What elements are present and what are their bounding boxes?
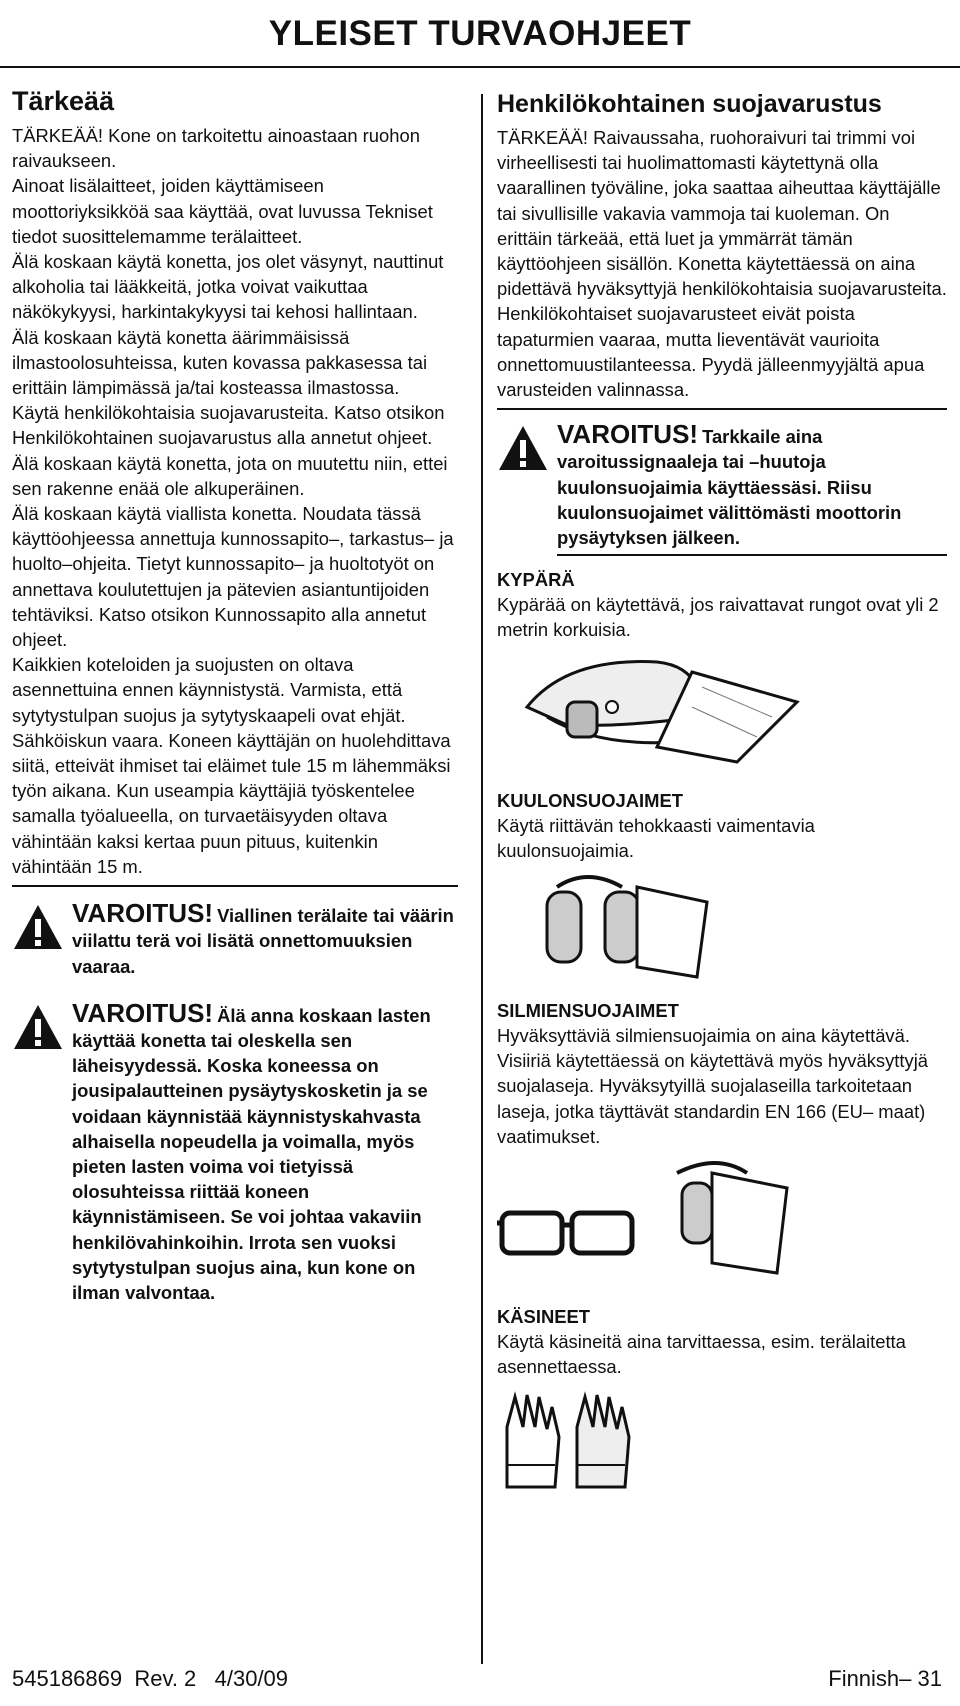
important-para-6: Älä koskaan käytä viallista konetta. Noudata tässä käyttöohjeessa annettuja kunnossapito–, tarkastus– ja huolto–ohjeita. Tietyt kunnossapito– ja huoltotyöt on annettava koulutettujen ja pätevien asiantuntijoiden tehtäviksi. Katso otsikon Kunnossapito alla annetut ohjeet. xyxy=(12,503,454,651)
gloves-text: Käytä käsineitä aina tarvittaessa, esim. terälaitetta asennettaessa. xyxy=(497,1331,906,1378)
warning-blade-head: VAROITUS! xyxy=(72,898,214,929)
warning-hearing xyxy=(497,419,947,556)
header-rule xyxy=(0,66,960,68)
warning-triangle-icon xyxy=(497,424,549,472)
gloves-title: KÄSINEET xyxy=(497,1306,590,1328)
warning-children-text: Älä anna koskaan lasten käyttää konetta tai oleskella sen läheisyydessä. Koska koneessa on jousipalautteinen pysäytyskosketin ja se voidaan käynnistää käynnistyskahvasta alhaisella nopeudella ja voimalla, myös pieten lasten voima voi tietyissä olosuhteissa riittää koneen käynnistämiseen. Se voi johtaa vakaviin henkilövahinkoihin. Irrota sen vuoksi sytytystulpan suojus aina, kun kone on ilman valvontaa. xyxy=(72,1004,431,1303)
warning-hearing-head: VAROITUS! xyxy=(557,419,699,450)
important-para-2: Ainoat lisälaitteet, joiden käyttämiseen moottoriyksikköä saa käyttää, ovat luvussa Tekniset tiedot suosittelemamme terälaitteet. xyxy=(12,175,433,247)
left-column xyxy=(12,86,458,1305)
warning-blade xyxy=(12,898,458,979)
helmet-illustration xyxy=(507,647,807,777)
footer-page-number: Finnish– 31 xyxy=(828,1666,942,1691)
eye-text: Hyväksyttäviä silmiensuojaimia on aina käytettävä. Visiiriä käytettäessä on käytettävä myös hyväksyttyjä suojalaseja. Hyväksytyillä suojalaseilla tarkoitetaan laseja, jotka täyttävät standardin EN 166 (EU– maat) vaatimukset. xyxy=(497,1025,929,1147)
warning-blade-text: Viallinen terälaite tai väärin viilattu terä voi lisätä onnettomuuksien vaaraa. xyxy=(72,905,454,977)
warning-triangle-icon xyxy=(12,1003,64,1051)
gloves-illustration xyxy=(497,1387,657,1497)
important-para-4: Älä koskaan käytä konetta äärimmäisissä ilmastoolosuhteissa, kuten kovassa pakkasessa tai erittäin lämpimässä ja/tai kosteassa ilmastossa. xyxy=(12,326,428,399)
ppe-important-body xyxy=(497,125,947,402)
important-box xyxy=(12,123,458,887)
warning-triangle-icon xyxy=(12,903,64,951)
warning-children xyxy=(12,997,458,1305)
ppe-box xyxy=(497,90,947,410)
important-heading: Tärkeää xyxy=(12,86,115,116)
ppe-important-text: Raivaussaha, ruohoraivuri tai trimmi voi virheellisesti tai huolimattomasti käytettynä olla vaarallinen työväline, joka saattaa aiheuttaa käyttäjälle tai sivullisille vakavia vammoja tai kuoleman. On erittäin tärkeää, että luet ja ymmärrät tämän käyttöohjeen sisällön. Konetta käytettäessä on aina pidettävä hyväksyttyjä henkilökohtaisia suojavarusteita. Henkilökohtaiset suojavarusteet eivät poista tapaturmien vaaraa, mutta lieventävät vaurioita onnettomuustilanteessa. Pyydä jälleenmyyjältä apua varusteiden valinnassa. xyxy=(497,127,947,401)
earmuff-illustration xyxy=(527,867,727,987)
important-para-3: Älä koskaan käytä konetta, jos olet väsynyt, nauttinut alkoholia tai lääkkeitä, jotka voivat vaikuttaa näkökykyysi, harkintakykyysi tai kehosi hallintaan. xyxy=(12,251,444,323)
ppe-heading: Henkilökohtainen suojavarustus xyxy=(497,90,882,118)
important-para-5: Käytä henkilökohtaisia suojavarusteita. Katso otsikon Henkilökohtainen suojavarustus alla annetut ohjeet. Älä koskaan käytä konetta, jota on muutettu niin, ettei sen rakenne enää ole alkuperäinen. xyxy=(12,402,448,499)
important-body xyxy=(12,123,458,879)
warning-children-head: VAROITUS! xyxy=(72,997,214,1028)
eye-title: SILMIENSUOJAIMET xyxy=(497,1000,679,1022)
helmet-text: Kypärää on käytettävä, jos raivattavat rungot ovat yli 2 metrin korkuisia. xyxy=(497,594,939,641)
warning-hearing-text: Tarkkaile aina varoitussignaaleja tai –huutoja kuulonsuojaimia käyttäessäsi. Riisu kuulonsuojaimet välittömästi moottorin pysäytyksen jälkeen. xyxy=(557,426,902,549)
footer-doc-info: 545186869 Rev. 2 4/30/09 xyxy=(12,1666,289,1691)
ear-title: KUULONSUOJAIMET xyxy=(497,789,683,811)
important-para-7: Kaikkien koteloiden ja suojusten on oltava asennettuina ennen käynnistystä. Varmista, että sytytystulpan suojus ja sytytyskaapeli ovat ehjät. Sähköiskun vaara. Koneen käyttäjän on huolehdittava siitä, etteivät ihmiset tai eläimet tule 15 m lähemmäksi työn aikana. Kun useampia käyttäjiä työskentelee samalla työalueella, on turvaetäisyyden oltava vähintään kaksi kertaa puun pituus, kuitenkin vähintään 15 m. xyxy=(12,654,451,877)
important-label: TÄRKEÄÄ! xyxy=(12,125,103,146)
important-para-1 xyxy=(12,123,458,173)
eye-protection-illustration xyxy=(497,1153,797,1293)
column-divider xyxy=(481,94,483,1664)
ear-text: Käytä riittävän tehokkaasti vaimentavia kuulonsuojaimia. xyxy=(497,814,815,861)
helmet-title: KYPÄRÄ xyxy=(497,569,575,591)
page-header-title: YLEISET TURVAOHJEET xyxy=(268,14,692,53)
ppe-important-label: TÄRKEÄÄ! xyxy=(497,127,588,148)
right-column xyxy=(497,90,947,1497)
important-text-1: Kone on tarkoitettu ainoastaan ruohon raivaukseen. xyxy=(12,125,420,172)
